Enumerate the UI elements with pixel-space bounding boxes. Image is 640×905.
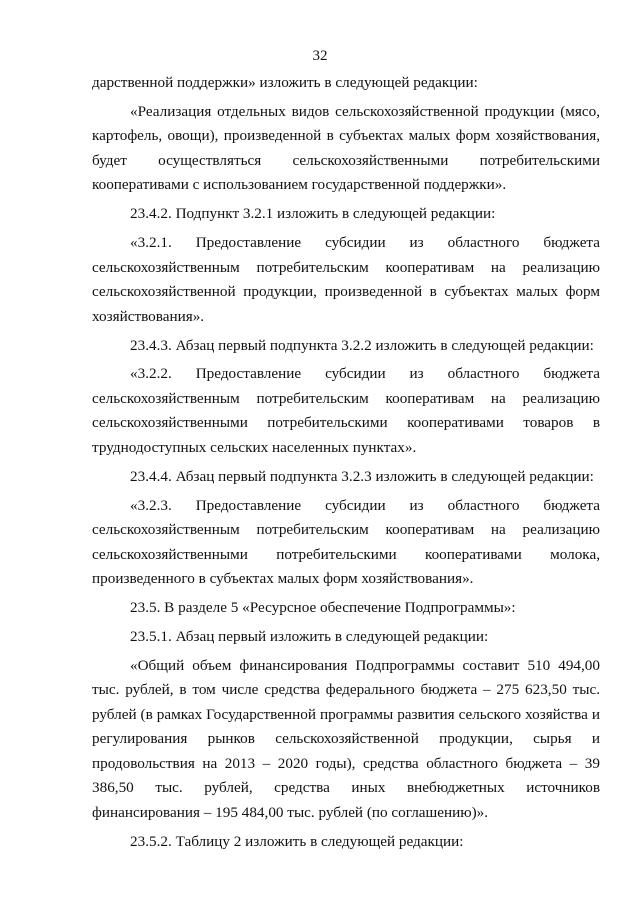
document-body — [92, 71, 600, 859]
paragraph: «Реализация отдельных видов сельскохозяйственной продукции (мясо, картофель, овощи), произведенной в субъектах малых форм хозяйствования, будет осуществляться сельскохозяйственными потребительскими кооперативами с использованием государственной поддержки». — [92, 102, 600, 194]
paragraph: «Общий объем финансирования Подпрограммы составит 510 494,00 тыс. рублей, в том числе средства федерального бюджета – 275 623,50 тыс. рублей (в рамках Государственной программы развития сельского хозяйства и регулирования рынков сельскохозяйственной продукции, сырья и продовольствия на 2013 – 2020 годы), средства областного бюджета – 39 386,50 тыс. рублей, средства иных внебюджетных источников финансирования – 195 484,00 тыс. рублей (по соглашению)». — [92, 656, 600, 821]
paragraph: 23.5. В разделе 5 «Ресурсное обеспечение Подпрограммы»: — [130, 599, 516, 617]
paragraph: 23.4.4. Абзац первый подпункта 3.2.3 изложить в следующей редакции: — [130, 467, 594, 485]
paragraph: 23.5.2. Таблицу 2 изложить в следующей редакции: — [130, 832, 464, 850]
paragraph: «3.2.2. Предоставление субсидии из областного бюджета сельскохозяйственным потребительским кооперативам на реализацию сельскохозяйственными потребительскими кооперативами товаров в труднодоступных сельских населенных пунктах». — [92, 365, 600, 456]
paragraph: дарственной поддержки» изложить в следующей редакции: — [92, 74, 478, 91]
paragraph: 23.4.3. Абзац первый подпункта 3.2.2 изложить в следующей редакции: — [130, 336, 594, 354]
paragraph: «3.2.1. Предоставление субсидии из областного бюджета сельскохозяйственным потребительским кооперативам на реализацию сельскохозяйственной продукции, произведенной в субъектах малых форм хозяйствования». — [92, 234, 600, 325]
paragraph: 23.4.2. Подпункт 3.2.1 изложить в следующей редакции: — [130, 205, 496, 223]
paragraph: «3.2.3. Предоставление субсидии из областного бюджета сельскохозяйственным потребительским кооперативам на реализацию сельскохозяйственными потребительскими кооперативами молока, произведенного в субъектах малых форм хозяйствования». — [92, 496, 600, 588]
paragraph: 23.5.1. Абзац первый изложить в следующей редакции: — [130, 628, 489, 646]
page-number: 32 — [312, 48, 328, 64]
